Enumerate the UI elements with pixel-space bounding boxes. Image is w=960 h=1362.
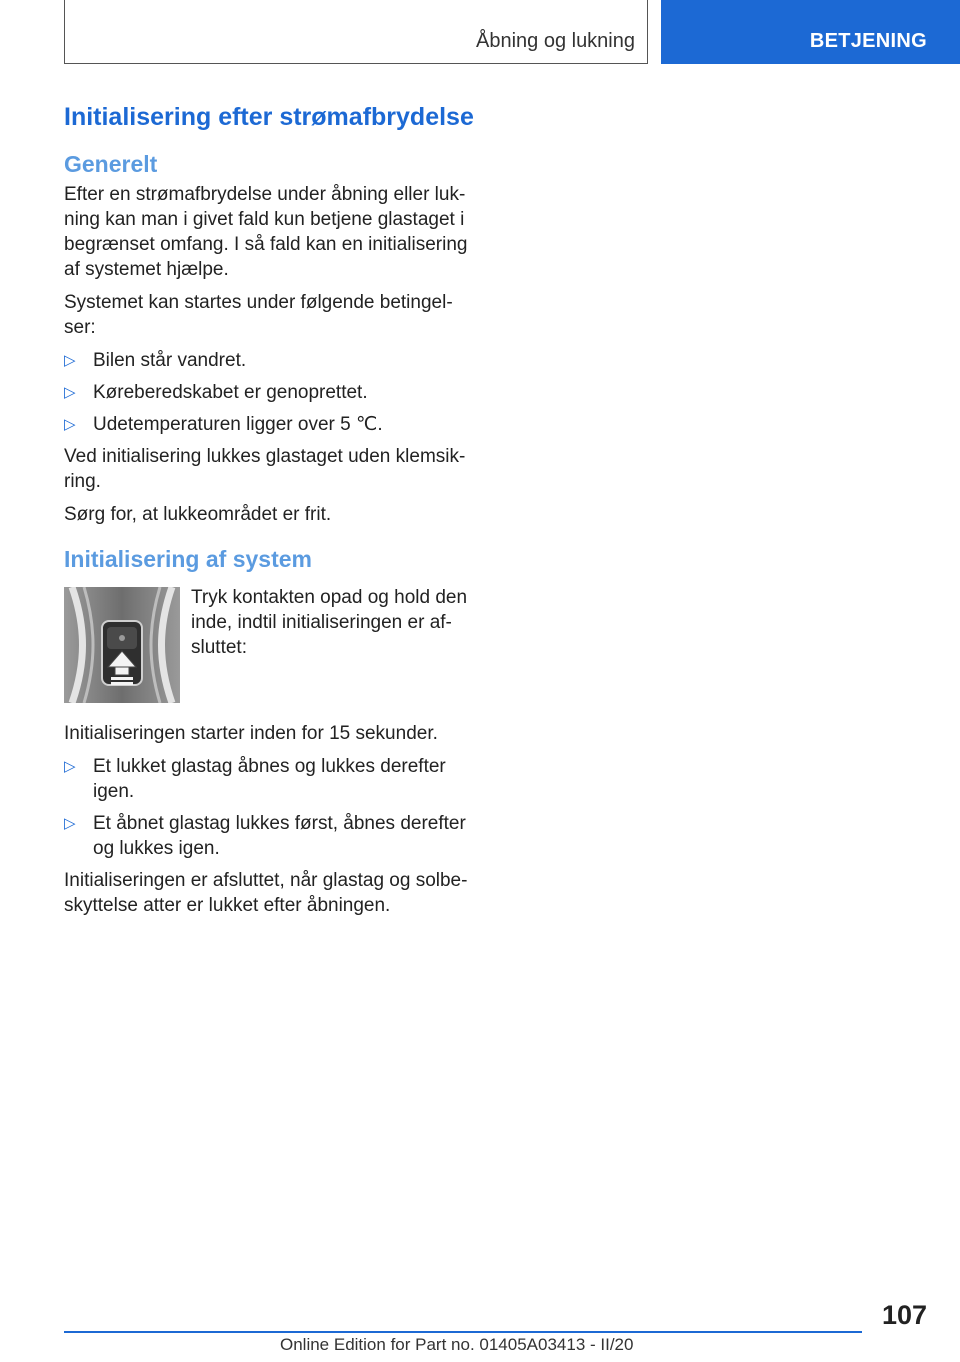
triangle-bullet-icon: ▷ (64, 758, 76, 775)
header-section-tab (661, 0, 960, 64)
triangle-bullet-icon: ▷ (64, 352, 76, 369)
list-item-text: Et lukket glastag åbnes og lukkes derefter igen. (93, 756, 446, 802)
triangle-bullet-icon: ▷ (64, 815, 76, 832)
footer-edition: Online Edition for Part no. 01405A03413 - II/20 (280, 1335, 634, 1354)
paragraph: Efter en strømafbrydelse under åbning eller lukning kan man i givet fald kun betjene glastaget i begrænset omfang. I så fald kan en initialisering af systemet hjælpe. (64, 184, 468, 280)
list-item-text: Køreberedskabet er genoprettet. (93, 382, 368, 403)
steps-list (64, 754, 474, 861)
triangle-bullet-icon: ▷ (64, 416, 76, 433)
section-heading-system: Initialisering af system (64, 546, 312, 572)
figure-row (64, 585, 474, 703)
main-column (64, 102, 474, 926)
roof-switch-illustration (64, 587, 180, 703)
triangle-bullet-icon: ▷ (64, 384, 76, 401)
list-item-text: Udetemperaturen ligger over 5 ℃. (93, 414, 383, 435)
paragraph: Initialiseringen er afsluttet, når glastag og solbeskyttelse atter er lukket efter åbningen. (64, 870, 468, 916)
footer-divider (64, 1331, 862, 1333)
page-number: 107 (881, 1300, 927, 1330)
section-heading-general: Generelt (64, 151, 158, 177)
conditions-list (64, 348, 474, 437)
figure-instruction: Tryk kontakten opad og hold den inde, indtil initialiseringen er afsluttet: (191, 587, 468, 658)
list-item-text: Et åbnet glastag lukkes først, åbnes derefter og lukkes igen. (93, 813, 466, 859)
list-item (64, 754, 474, 804)
header-chapter-box (64, 0, 648, 64)
paragraph: Ved initialisering lukkes glastaget uden klemsikring. (64, 446, 466, 492)
list-item (64, 380, 474, 405)
header-section-title: BETJENING (809, 30, 927, 52)
list-item (64, 348, 474, 373)
paragraph: Systemet kan startes under følgende betingelser: (64, 292, 453, 338)
list-item-text: Bilen står vandret. (93, 350, 247, 371)
paragraph: Initialiseringen starter inden for 15 sekunder. (64, 723, 438, 744)
list-item (64, 412, 474, 437)
header-chapter-title: Åbning og lukning (475, 30, 635, 52)
list-item (64, 811, 474, 861)
page-title: Initialisering efter strømafbrydelse (64, 103, 474, 131)
roof-switch-illustration-svg (64, 587, 180, 703)
paragraph: Sørg for, at lukkeområdet er frit. (64, 504, 332, 525)
